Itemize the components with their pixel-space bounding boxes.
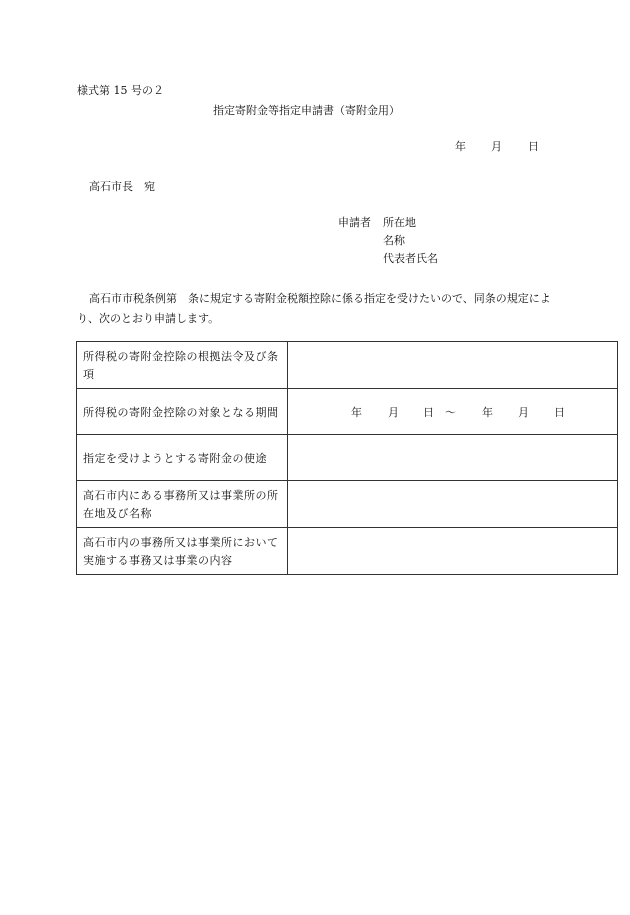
date-day-label: 日 <box>528 140 539 153</box>
donation-use-entry-cell[interactable] <box>288 435 618 481</box>
row-label-office-location: 高石市内にある事務所又は事業所の所在地及び名称 <box>77 481 288 528</box>
application-table <box>76 341 618 575</box>
table-row <box>77 528 618 575</box>
period-separator: ～ <box>445 405 456 419</box>
date-month-label: 月 <box>491 140 502 153</box>
application-statement: 高石市市税条例第 条に規定する寄附金税額控除に係る指定を受けたいので、同条の規定により、次のとおり申請します。 <box>77 292 551 325</box>
business-content-entry-cell[interactable] <box>288 528 618 575</box>
table-row <box>77 435 618 481</box>
period-start-year: 年 <box>351 405 362 419</box>
applicant-name-label: 名称 <box>383 234 405 247</box>
table-row <box>77 481 618 528</box>
applicant-label: 申請者 <box>338 216 371 229</box>
legal-basis-entry-cell[interactable] <box>288 342 618 389</box>
row-label-legal-basis: 所得税の寄附金控除の根拠法令及び条項 <box>77 342 288 389</box>
row-label-period: 所得税の寄附金控除の対象となる期間 <box>77 389 288 435</box>
row-label-donation-use: 指定を受けようとする寄附金の使途 <box>77 435 288 481</box>
date-year-label: 年 <box>455 140 466 153</box>
period-end-year: 年 <box>482 405 493 419</box>
form-number: 様式第 15 号の２ <box>77 84 164 97</box>
period-start-month: 月 <box>388 405 399 419</box>
period-end-day: 日 <box>554 405 565 419</box>
applicant-address-label: 所在地 <box>383 216 416 229</box>
period-entry-cell[interactable] <box>288 389 618 435</box>
period-start-day: 日 <box>423 405 434 419</box>
document-title: 指定寄附金等指定申請書（寄附金用） <box>213 104 400 117</box>
office-location-entry-cell[interactable] <box>288 481 618 528</box>
period-range <box>288 402 617 422</box>
addressee: 高石市長 宛 <box>89 180 155 193</box>
table-row <box>77 389 618 435</box>
period-end-month: 月 <box>518 405 529 419</box>
table-row <box>77 342 618 389</box>
row-label-business-content: 高石市内の事務所又は事業所において実施する事務又は事業の内容 <box>77 528 288 575</box>
applicant-representative-label: 代表者氏名 <box>383 252 438 265</box>
